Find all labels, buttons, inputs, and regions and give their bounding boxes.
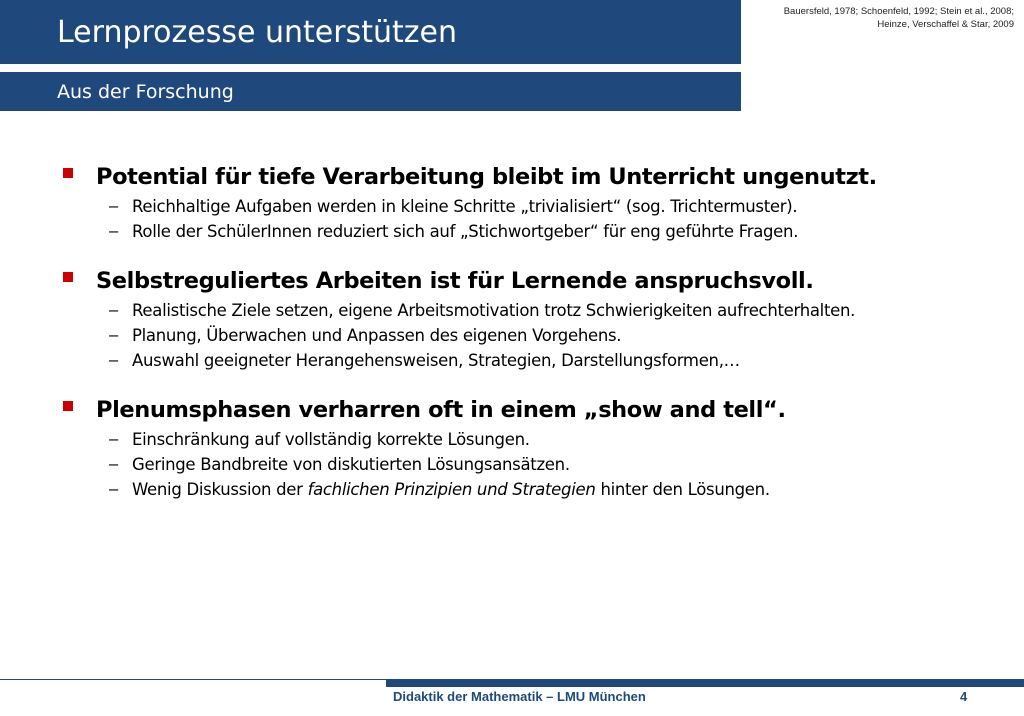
sub-item	[0, 348, 1024, 373]
dash-icon: –	[109, 430, 119, 448]
sub-item	[0, 219, 1024, 244]
bullet-heading-row	[0, 160, 1024, 194]
sub-item-text: Rolle der SchülerInnen reduziert sich auf „Stichwortgeber“ für eng geführte Fragen.	[132, 222, 799, 241]
dash-icon: –	[109, 351, 119, 369]
sub-item-text: Planung, Überwachen und Anpassen des eigenen Vorgehens.	[132, 326, 622, 345]
dash-icon: –	[109, 455, 119, 473]
sub-item-text: Realistische Ziele setzen, eigene Arbeitsmotivation trotz Schwierigkeiten aufrechterhalten.	[132, 301, 856, 320]
sub-item	[0, 323, 1024, 348]
dash-icon: –	[109, 326, 119, 344]
sub-item	[0, 194, 1024, 219]
subtitle-bar	[0, 72, 741, 111]
sub-item-prefix: Wenig Diskussion der	[132, 480, 308, 499]
sub-item-text: Geringe Bandbreite von diskutierten Lösungsansätzen.	[132, 455, 570, 474]
slide-subtitle: Aus der Forschung	[57, 81, 234, 103]
citation	[784, 5, 1014, 31]
footer-bar	[386, 680, 1024, 687]
dash-icon: –	[109, 197, 119, 215]
bullet-heading: Selbstreguliertes Arbeiten ist für Lernende anspruchsvoll.	[96, 268, 814, 294]
sub-item-text: Einschränkung auf vollständig korrekte Lösungen.	[132, 430, 530, 449]
bullet-heading: Potential für tiefe Verarbeitung bleibt im Unterricht ungenutzt.	[96, 164, 877, 190]
bullet-heading: Plenumsphasen verharren oft in einem „show and tell“.	[96, 397, 786, 423]
dash-icon: –	[109, 301, 119, 319]
sub-item-text: Reichhaltige Aufgaben werden in kleine Schritte „trivialisiert“ (sog. Trichtermuster).	[132, 197, 798, 216]
square-bullet-icon	[63, 401, 73, 411]
footer-text: Didaktik der Mathematik – LMU München	[393, 689, 646, 704]
bullet-group	[0, 160, 1024, 244]
title-bar	[0, 0, 741, 64]
sub-item	[0, 298, 1024, 323]
bullet-heading-row	[0, 264, 1024, 298]
sub-item-text: Auswahl geeigneter Herangehensweisen, Strategien, Darstellungsformen,…	[132, 351, 740, 370]
slide-content	[0, 160, 1024, 522]
sub-item	[0, 452, 1024, 477]
sub-item-emphasis: fachlichen Prinzipien und Strategien	[307, 480, 596, 499]
dash-icon: –	[109, 480, 119, 498]
dash-icon: –	[109, 222, 119, 240]
slide-title: Lernprozesse unterstützen	[57, 15, 457, 50]
sub-item	[0, 427, 1024, 452]
bullet-group	[0, 393, 1024, 502]
sub-item-suffix: hinter den Lösungen.	[595, 480, 770, 499]
square-bullet-icon	[63, 272, 73, 282]
bullet-heading-row	[0, 393, 1024, 427]
citation-line-1: Bauersfeld, 1978; Schoenfeld, 1992; Stein et al., 2008;	[783, 6, 1014, 17]
sub-item-text	[132, 477, 770, 502]
page-number: 4	[960, 689, 968, 704]
sub-item	[0, 477, 1024, 502]
citation-line-2: Heinze, Verschaffel & Star, 2009	[877, 19, 1014, 30]
square-bullet-icon	[63, 168, 73, 178]
bullet-group	[0, 264, 1024, 373]
